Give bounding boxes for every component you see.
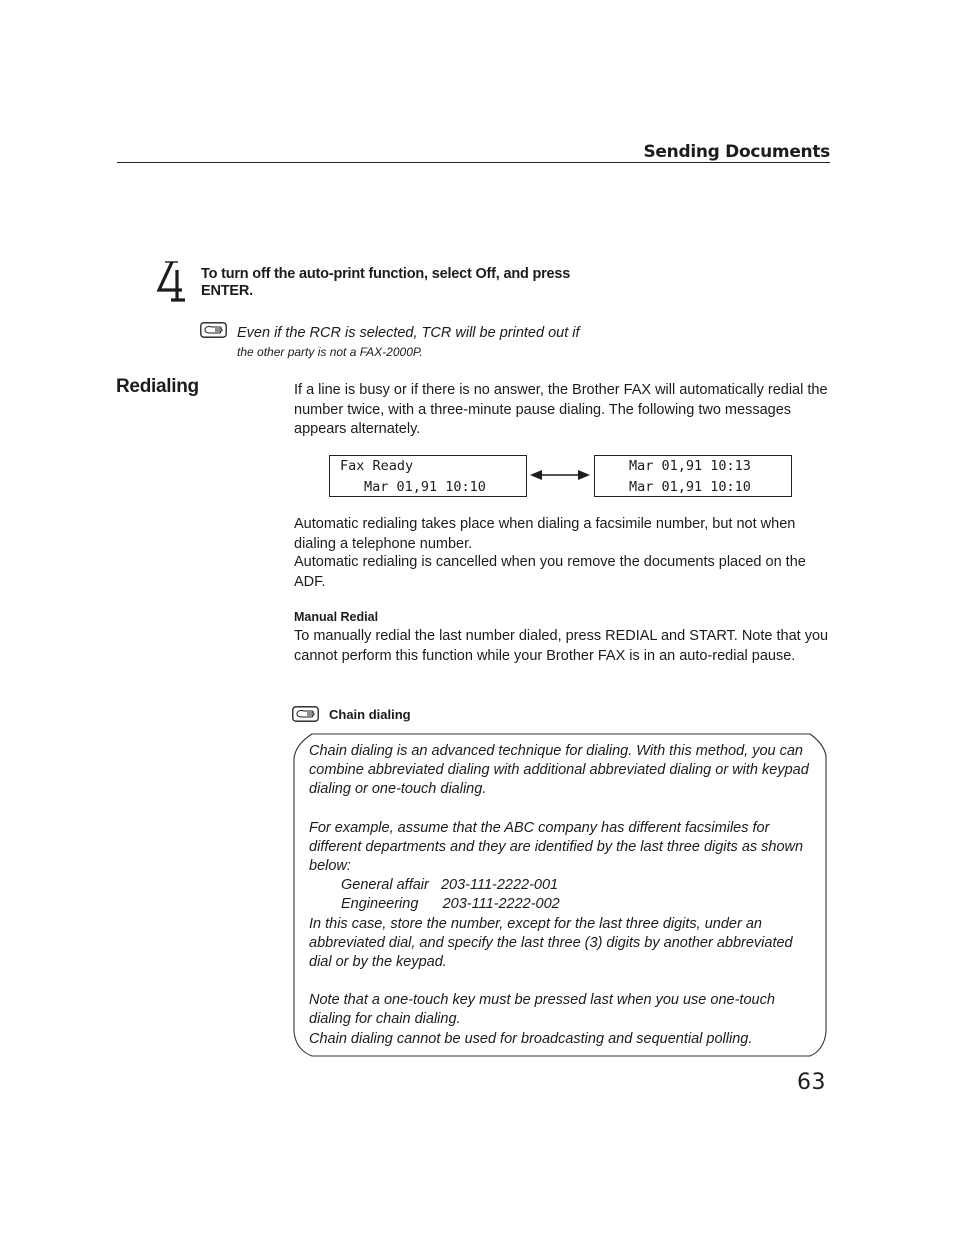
lcd-line-1: Fax Ready	[340, 458, 414, 474]
example-number: 203-111-2222-001	[440, 877, 559, 894]
lcd-line-2: Mar 01,91 10:10	[629, 479, 751, 495]
redial-intro-paragraph: If a line is busy or if there is no answer, the Brother FAX will automatically redial the number twice, with a three-minute pause dialing. The following two messages appears alternately.	[294, 382, 828, 437]
step-number-4-icon	[155, 256, 191, 304]
example-row	[309, 895, 814, 914]
double-arrow-icon	[528, 467, 592, 483]
note-hand-icon	[292, 706, 319, 722]
example-number: 203-111-2222-002	[442, 896, 560, 913]
note-hand-icon	[200, 322, 227, 338]
lcd-display-fax-ready	[329, 455, 527, 497]
chain-dialing-label: Chain dialing	[329, 707, 411, 722]
step-4-instruction: To turn off the auto-print function, select Off, and press ENTER.	[201, 266, 571, 299]
example-dept: Engineering	[341, 896, 419, 913]
auto-redial-cancel-paragraph: Automatic redialing is cancelled when you remove the documents placed on the ADF.	[294, 554, 806, 590]
chain-p5: Chain dialing cannot be used for broadcasting and sequential polling.	[309, 1030, 753, 1047]
chain-p2: For example, assume that the ABC company has different facsimiles for different departments and they are identified by the last three digits as shown below:	[309, 819, 804, 875]
header-rule	[117, 162, 830, 163]
lcd-display-redial	[594, 455, 792, 497]
note-rcr-tcr	[237, 324, 637, 362]
manual-redial-paragraph: To manually redial the last number dialed, press REDIAL and START. Note that you cannot perform this function while your Brother FAX is in an auto-redial pause.	[294, 628, 829, 664]
note-line-2: the other party is not a FAX-2000P.	[237, 345, 423, 359]
section-title-redialing: Redialing	[116, 376, 199, 397]
auto-redial-paragraph: Automatic redialing takes place when dialing a facsimile number, but not when dialing a telephone number.	[294, 516, 796, 552]
chain-p3: In this case, store the number, except for the last three digits, under an abbreviated dial, and specify the last three (3) digits by another abbreviated dial or by the keypad.	[309, 915, 793, 971]
note-line-1: Even if the RCR is selected, TCR will be printed out if	[237, 325, 580, 341]
page-number: 63	[797, 1070, 826, 1095]
running-header: Sending Documents	[643, 142, 830, 162]
chain-p4: Note that a one-touch key must be pressed last when you use one-touch dialing for chain dialing.	[309, 992, 775, 1028]
example-row	[309, 876, 814, 895]
lcd-line-2: Mar 01,91 10:10	[364, 479, 486, 495]
example-dept: General affair	[341, 877, 429, 894]
chain-dialing-text	[309, 742, 814, 1049]
lcd-line-1: Mar 01,91 10:13	[629, 458, 751, 474]
chain-p1: Chain dialing is an advanced technique for dialing. With this method, you can combine abbreviated dialing with additional abbreviated dialing or with keypad dialing or one-touch dialing.	[309, 743, 809, 798]
subheading-manual-redial: Manual Redial	[294, 610, 379, 624]
